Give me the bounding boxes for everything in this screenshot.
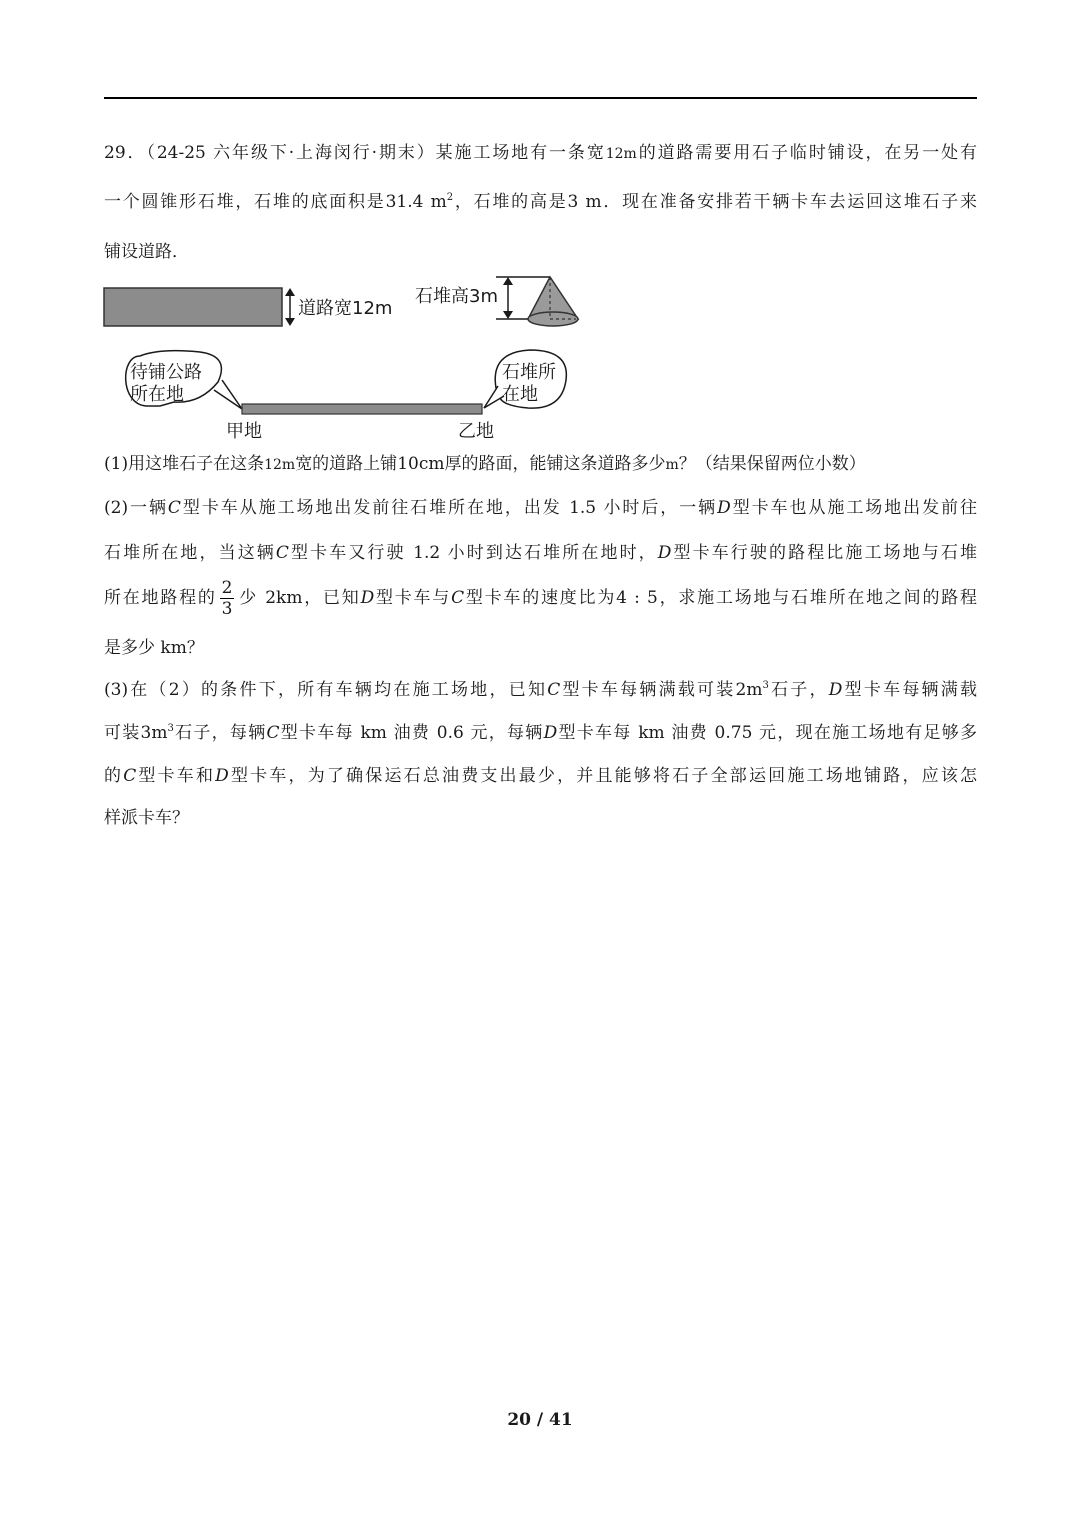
page-number: 20 / 41 xyxy=(507,1410,573,1430)
problem-intro-line-1: 29．（24-25 六年级下·上海闵行·期末）某施工场地有一条宽12m的道路需要用石子临时铺设，在另一处有 xyxy=(104,143,978,163)
speed-ratio: 4 : 5 xyxy=(616,588,658,608)
question-3-line-2: 可装$3m^3$石子，每辆C型卡车每 km 油费 0.6 元，每辆D型卡车每 km 油费 0.75 元，现在施工场地有足够多 xyxy=(104,723,978,743)
bubble-right-line-2: 在地 xyxy=(502,384,538,405)
bubble-right-line-1: 石堆所 xyxy=(502,362,556,383)
road-rectangle xyxy=(104,288,282,326)
problem-figure xyxy=(100,270,600,445)
road-width-label: 道路宽12m xyxy=(298,298,393,319)
pile-height-value: 3 m xyxy=(567,192,602,212)
question-3-line-4: 样派卡车？ xyxy=(104,808,189,828)
problem-intro-line-2: 一个圆锥形石堆，石堆的底面积是31.4 $m^2$，石堆的高是3 m．现在准备安排若干辆卡车去运回这堆石子来 xyxy=(104,192,978,212)
problem-intro-line-3: 铺设道路． xyxy=(104,242,189,262)
header-rule xyxy=(104,97,977,99)
cone-pile xyxy=(528,277,578,326)
road-width-value: 12m xyxy=(605,146,637,162)
problem-source: （24-25 六年级下·上海闵行·期末） xyxy=(146,143,436,163)
point-a-label: 甲地 xyxy=(226,421,262,442)
question-3-line-1: (3)在（2）的条件下，所有车辆均在施工场地，已知C型卡车每辆满载可装$2m^3$石子，D型卡车每辆满载 xyxy=(104,680,978,700)
question-2-line-1: (2)一辆C型卡车从施工场地出发前往石堆所在地，出发 1.5 小时后，一辆D型卡车也从施工场地出发前往 xyxy=(104,498,978,518)
pile-area-value: 31.4 m xyxy=(385,192,447,212)
question-2-line-2: 石堆所在地，当这辆C型卡车又行驶 1.2 小时到达石堆所在地时，D型卡车行驶的路程比施工场地与石堆 xyxy=(104,543,978,563)
question-3-line-3: 的C型卡车和D型卡车，为了确保运石总油费支出最少，并且能够将石子全部运回施工场地铺路，应该怎 xyxy=(104,766,978,786)
fraction-two-thirds: $\frac{2}{3}$ xyxy=(221,578,233,619)
bubble-left-line-2: 所在地 xyxy=(130,384,184,405)
question-2-line-3: 所在地路程的 $\frac{2}{3}$ 少 2km，已知D型卡车与C型卡车的速度比为4 : 5，求施工场地与石堆所在地之间的路程 xyxy=(104,578,978,619)
point-b-label: 乙地 xyxy=(458,421,494,442)
road-width-arrow xyxy=(285,288,295,326)
road-strip xyxy=(242,404,482,414)
question-1: (1)用这堆石子在这条12m宽的道路上铺10cm厚的路面，能铺这条道路多少m？（结果保留两位小数） xyxy=(104,454,866,474)
question-2-line-4: 是多少 km？ xyxy=(104,638,204,658)
pile-height-label: 石堆高3m xyxy=(415,286,498,307)
bubble-left-line-1: 待铺公路 xyxy=(130,362,202,383)
problem-number: 29． xyxy=(104,143,147,163)
